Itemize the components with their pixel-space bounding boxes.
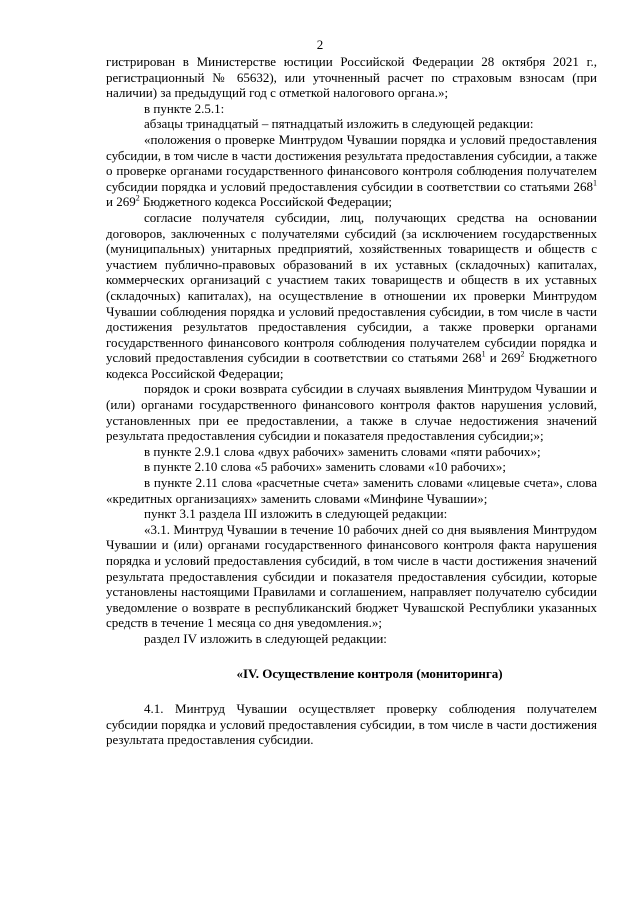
paragraph-point-2-5-1: в пункте 2.5.1:: [144, 100, 225, 116]
paragraph-point-4-1: 4.1. Минтруд Чувашии осуществляет проверку соблюдения получателем субсидии порядка и условий предоставления субсидии, в том числе в части достижения результата предоставления субсидии.: [106, 701, 597, 748]
text-fragment: Бюджетного кодекса Российской Федерации;: [139, 194, 393, 210]
superscript: 2: [135, 194, 140, 204]
page-number: 2: [316, 37, 324, 52]
superscript: 1: [481, 349, 486, 359]
paragraph-continuation: гистрирован в Министерстве юстиции Российской Федерации 28 октября 2021 г., регистрационный № 65632), или уточненный расчет по страховым взносам (при наличии) за предыдущий год с отметкой налогового органа.»;: [106, 54, 597, 101]
section-heading: «IV. Осуществление контроля (мониторинга): [236, 665, 503, 681]
paragraph-point-2-9-1: в пункте 2.9.1 слова «двух рабочих» заменить словами «пяти рабочих»;: [144, 443, 541, 459]
paragraph-point-2-10: в пункте 2.10 слова «5 рабочих» заменить словами «10 рабочих»;: [144, 459, 506, 475]
paragraph-amend-intro: абзацы тринадцатый – пятнадцатый изложить в следующей редакции:: [144, 116, 534, 132]
superscript: 2: [520, 349, 525, 359]
text-fragment: Бюджетного кодекса Российской Федерации;: [106, 350, 598, 381]
paragraph-point-3-1-text: «3.1. Минтруд Чувашии в течение 10 рабочих дней со дня выявления Минтрудом Чувашии и (или) органами государственного финансового контроля факта нарушения порядка и условий предоставления субсидий, в том числе в части достижения значений результата предоставления субсидии и показателя предоставления субсидии, которые установлены настоящими Правилами и соглашением, направляет получателю субсидии уведомление о возврате в республиканский бюджет Чувашской Республики указанных средств в течение 1 месяца со дня уведомления.»;: [106, 521, 597, 631]
text-fragment: и 269: [485, 350, 521, 366]
paragraph-section-iv-intro: раздел IV изложить в следующей редакции:: [144, 630, 387, 646]
text-fragment: «положения о проверке Минтрудом Чувашии порядка и условий предоставления субсидии, в том числе в части достижения результата предоставления субсидии, а также о проверке органами государственного финансового контроля соблюдения получателем субсидии порядка и условий предоставления субсидии в соответствии со статьями 268: [106, 131, 597, 194]
text-fragment: согласие получателя субсидии, лиц, получающих средства на основании договоров, заключенных с получателями субсидий (за исключением государственных (муниципальных) унитарных предприятий, хозяйственных товариществ и обществ с участием публично-правовых образований в их уставных (складочных) капиталах, коммерческих организаций с участием таких товариществ и обществ в их уставных (складочных) капиталах), на осуществление в отношении их проверки Минтрудом Чувашии соблюдения порядка и условий предоставления субсидии, в том числе в части достижения результатов предоставления субсидии, а также проверки органами государственного финансового контроля соблюдения получателем субсидии порядка и условий предоставления субсидии в соответствии со статьями 268: [106, 209, 597, 366]
text-fragment: и 269: [106, 194, 136, 210]
superscript: 1: [593, 178, 597, 188]
paragraph-refund-procedure: порядок и сроки возврата субсидии в случаях выявления Минтрудом Чувашии и (или) органами государственного финансового контроля фактов нарушения условий, установленных при ее предоставлении, а также в случае недостижения значений результата предоставления субсидии и показателя предоставления субсидии;»;: [106, 381, 597, 444]
paragraph-verification-provisions: [106, 132, 597, 210]
paragraph-recipient-consent: [106, 210, 597, 382]
paragraph-point-2-11: в пункте 2.11 слова «расчетные счета» заменить словами «лицевые счета», слова «кредитных организациях» заменить словами «Минфине Чувашии»;: [106, 475, 597, 506]
paragraph-point-3-1-intro: пункт 3.1 раздела III изложить в следующей редакции:: [144, 506, 448, 522]
document-body: [106, 54, 597, 748]
